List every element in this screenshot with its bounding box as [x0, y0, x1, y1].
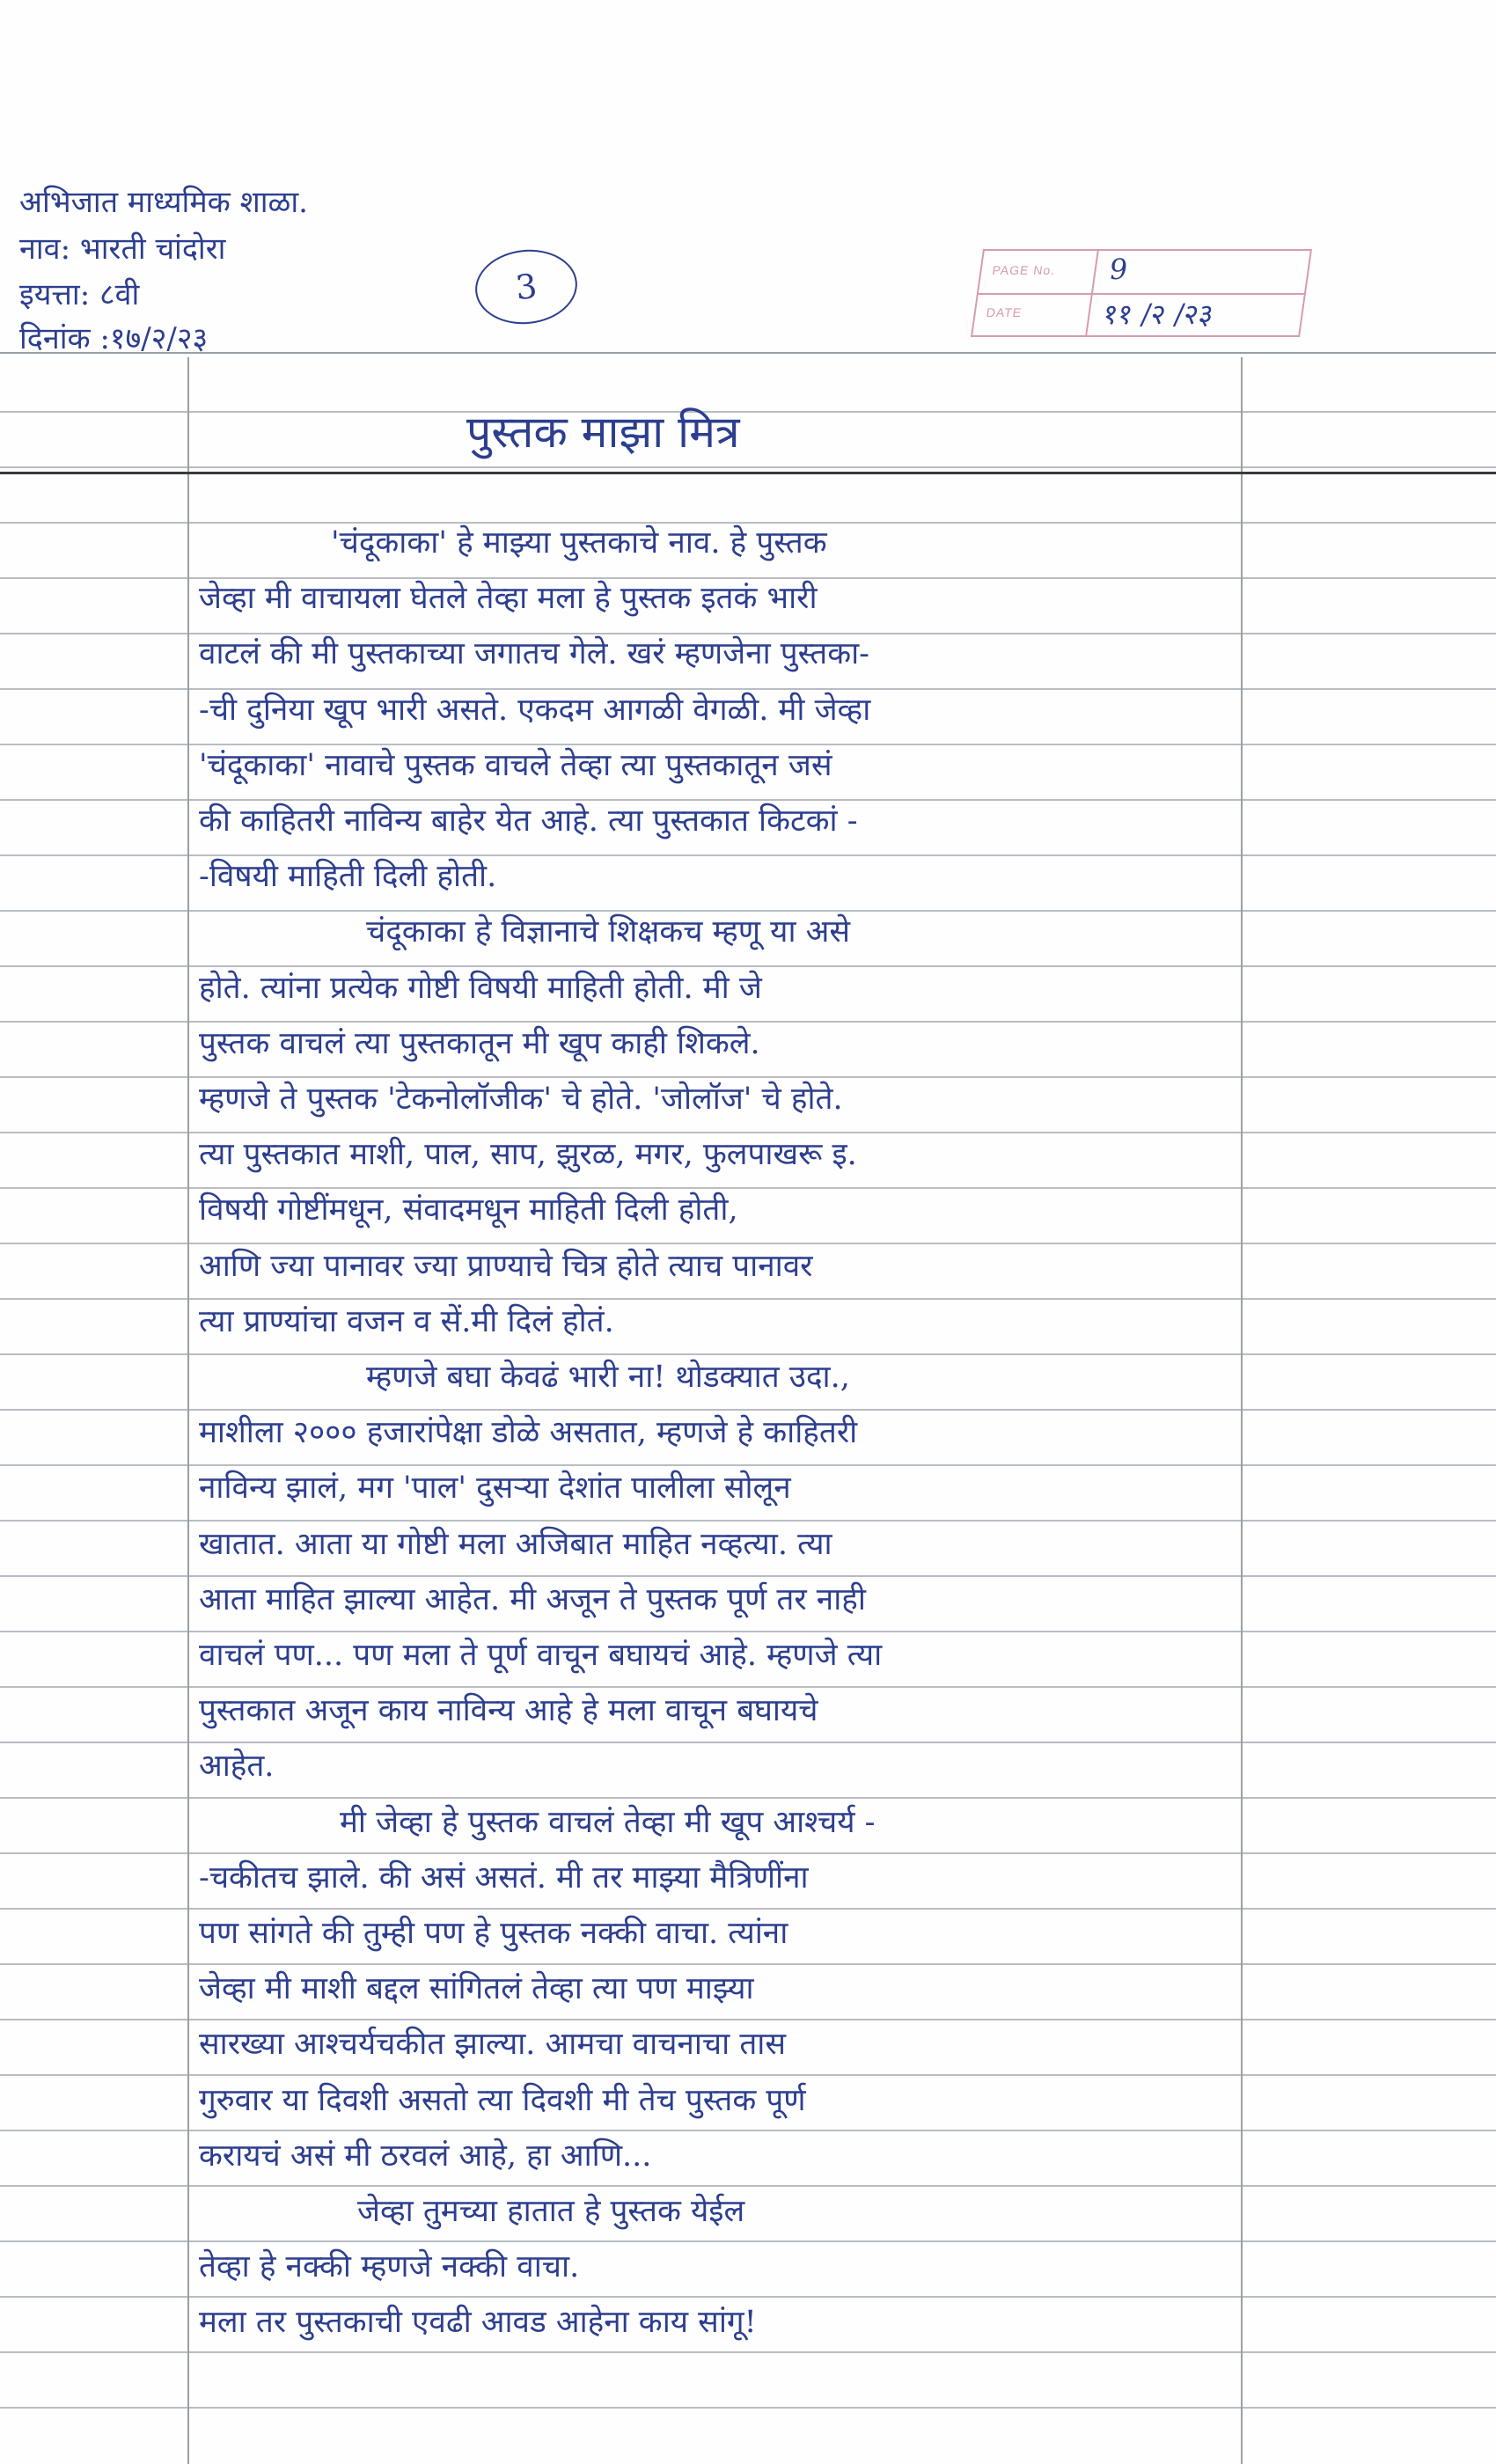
essay-line: -विषयी माहिती दिली होती.: [199, 859, 497, 895]
student-name: नाव: भारती चांदोरा: [19, 231, 226, 267]
essay-line: मी जेव्हा हे पुस्तक वाचलं तेव्हा मी खूप आश्चर्य -: [340, 1804, 876, 1840]
essay-line: विषयी गोष्टींमधून, संवादमधून माहिती दिली होती,: [199, 1192, 738, 1228]
essay-line: त्या प्राण्यांचा वजन व सें.मी दिलं होतं.: [199, 1303, 614, 1339]
essay-line: तेव्हा हे नक्की म्हणजे नक्की वाचा.: [199, 2249, 580, 2285]
page-date-stamp: [971, 249, 1312, 337]
essay-line: पुस्तकात अजून काय नाविन्य आहे हे मला वाचून बघायचे: [199, 1693, 818, 1729]
essay-title: पुस्तक माझा मित्र: [466, 407, 740, 458]
right-margin-line: [1241, 357, 1243, 2464]
essay-line: माशीला २००० हजारांपेक्षा डोळे असतात, म्हणजे हे काहितरी: [199, 1415, 858, 1451]
essay-line: म्हणजे ते पुस्तक 'टेकनोलॉजीक' चे होते. 'जोलॉज' चे होते.: [199, 1082, 843, 1117]
essay-line: वाचलं पण... पण मला ते पूर्ण वाचून बघायचं आहे. म्हणजे त्या: [199, 1638, 883, 1673]
essay-date: दिनांक :१७/२/२३: [19, 321, 209, 356]
stamp-date-row: [972, 293, 1304, 335]
essay-line: मला तर पुस्तकाची एवढी आवड आहेना काय सांगू!: [199, 2305, 757, 2341]
essay-line: -चकीतच झाले. की असं असतं. मी तर माझ्या मैत्रिणींना: [199, 1859, 809, 1896]
essay-line: जेव्हा मी वाचायला घेतले तेव्हा मला हे पुस्तक इतकं भारी: [199, 581, 818, 617]
essay-line: जेव्हा तुमच्या हातात हे पुस्तक येईल: [357, 2194, 745, 2229]
essay-line: की काहितरी नाविन्य बाहेर येत आहे. त्या पुस्तकात किटकां -: [199, 803, 858, 839]
essay-line: 'चंदूकाका' हे माझ्या पुस्तकाचे नाव. हे पुस्तक: [331, 525, 827, 561]
stamp-divider: [1091, 251, 1099, 293]
essay-line: होते. त्यांना प्रत्येक गोष्टी विषयी माहिती होती. मी जे: [199, 970, 762, 1006]
school-name: अभिजात माध्यमिक शाळा.: [19, 185, 308, 220]
essay-line: वाटलं की मी पुस्तकाच्या जगातच गेले. खरं म्हणजेना पुस्तका-: [199, 636, 870, 672]
essay-line: खातात. आता या गोष्टी मला अजिबात माहित नव्हत्या. त्या: [199, 1526, 832, 1562]
student-grade: इयत्ता: ८वी: [19, 277, 140, 312]
essay-line: पण सांगते की तुम्ही पण हे पुस्तक नक्की वाचा. त्यांना: [199, 1916, 788, 1951]
stamp-date-label: DATE: [985, 305, 1023, 319]
essay-line: 'चंदूकाका' नावाचे पुस्तक वाचले तेव्हा त्या पुस्तकातून जसं: [199, 747, 832, 783]
grade-circle-value: 3: [513, 266, 539, 308]
stamp-page-label: PAGE No.: [991, 263, 1057, 277]
essay-line: पुस्तक वाचलं त्या पुस्तकातून मी खूप काही शिकले.: [199, 1025, 760, 1061]
stamp-page-row: [979, 251, 1310, 295]
essay-line: आता माहित झाल्या आहेत. मी अजून ते पुस्तक पूर्ण तर नाही: [199, 1581, 866, 1617]
essay-line: -ची दुनिया खूप भारी असते. एकदम आगळी वेगळी. मी जेव्हा: [199, 692, 871, 728]
stamp-date-value: ११ /२ /२३: [1100, 297, 1216, 331]
essay-line: आणि ज्या पानावर ज्या प्राण्याचे चित्र होते त्याच पानावर: [199, 1248, 813, 1284]
essay-line: गुरुवार या दिवशी असतो त्या दिवशी मी तेच पुस्तक पूर्ण: [199, 2082, 806, 2118]
stamp-divider: [1085, 293, 1093, 335]
title-rule: [0, 472, 1496, 474]
essay-line: म्हणजे बघा केवढं भारी ना! थोडक्यात उदा.,: [366, 1360, 850, 1395]
stamp-page-value: 9: [1107, 253, 1130, 286]
essay-line: त्या पुस्तकात माशी, पाल, साप, झुरळ, मगर, फुलपाखरू इ.: [199, 1137, 857, 1173]
essay-line: चंदूकाका हे विज्ञानाचे शिक्षकच म्हणू या असे: [366, 914, 851, 950]
essay-line: जेव्हा मी माशी बद्दल सांगितलं तेव्हा त्या पण माझ्या: [199, 1971, 754, 2007]
essay-line: सारख्या आश्चर्यचकीत झाल्या. आमचा वाचनाचा तास: [199, 2027, 787, 2063]
essay-line: करायचं असं मी ठरवलं आहे, हा आणि...: [199, 2138, 652, 2174]
left-margin-line: [187, 357, 189, 2464]
essay-line: आहेत.: [199, 1749, 275, 1785]
header-divider: [0, 352, 1496, 359]
essay-line: नाविन्य झालं, मग 'पाल' दुसऱ्या देशांत पालीला सोलून: [199, 1470, 791, 1507]
